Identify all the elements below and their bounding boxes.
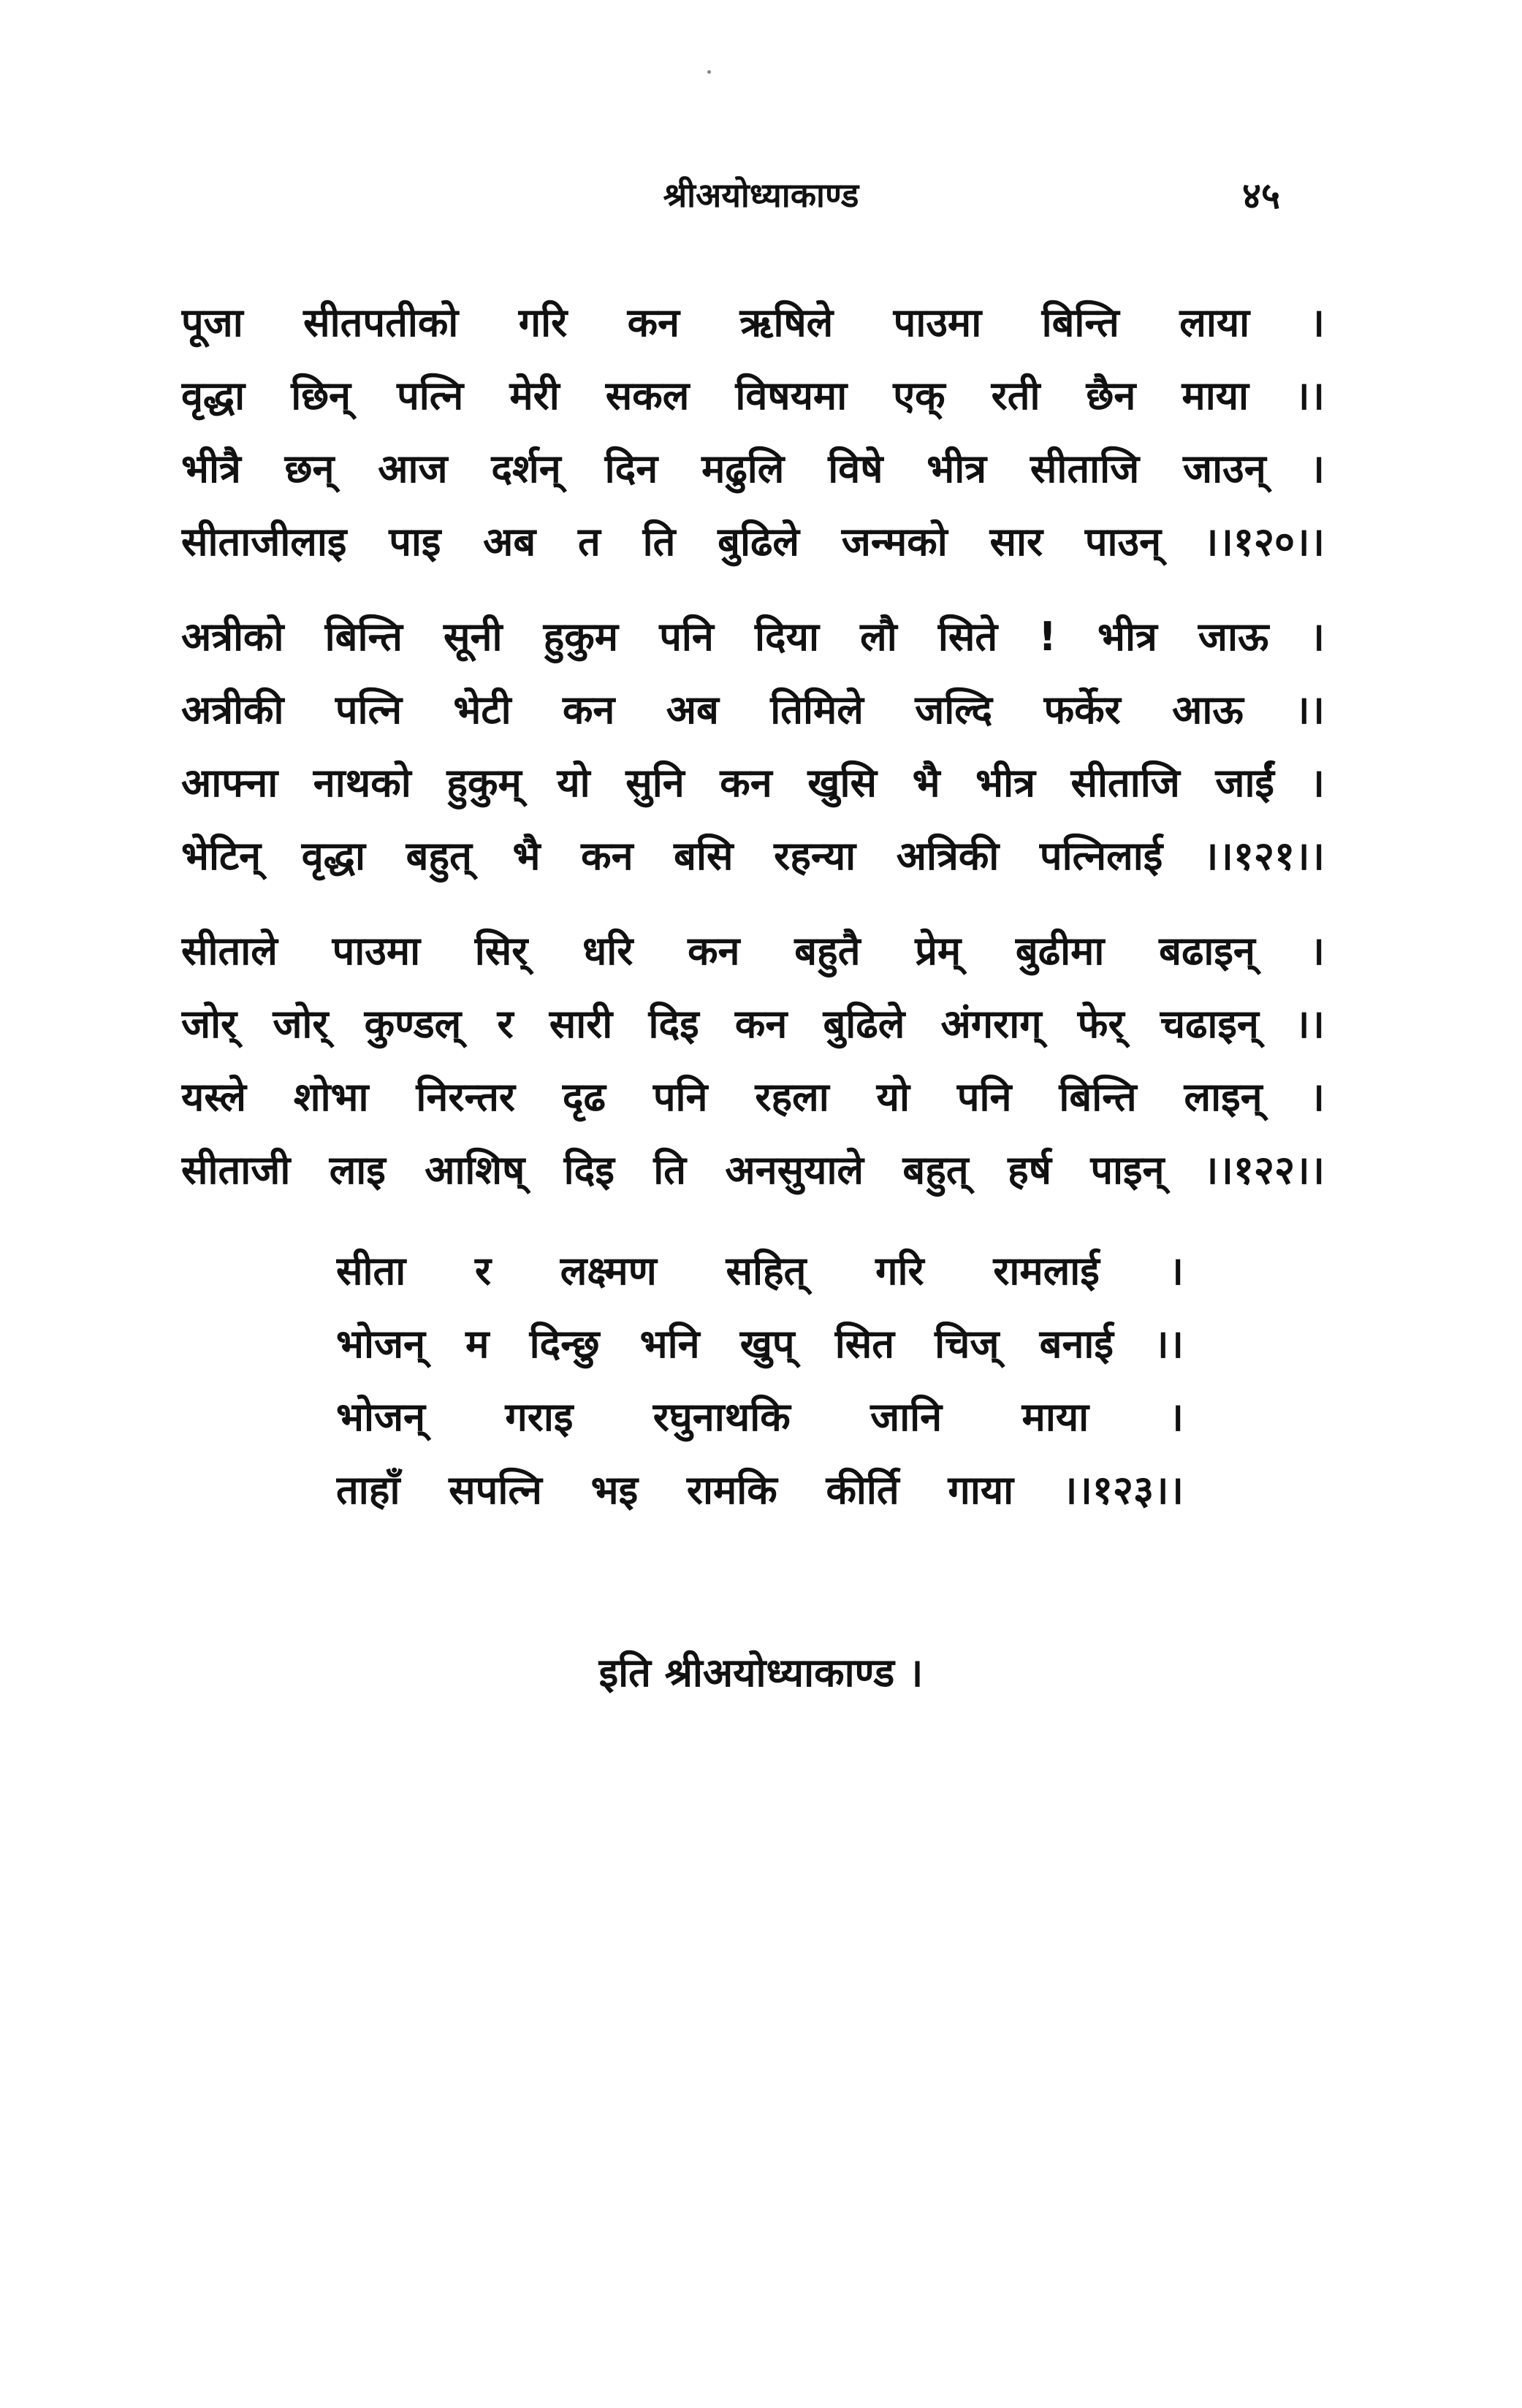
verse-line: जोर् जोर् कुण्डल् र सारी दिइ कन बुढिले अंगराग् फेर् चढाइन् ।।: [181, 1001, 1325, 1047]
verse-line: सीताजी लाइ आशिष् दिइ ति अनसुयाले बहुत् हर्ष पाइन् ।।१२२।।: [181, 1147, 1325, 1193]
verse-line: भेटिन् वृद्धा बहुत् भै कन बसि रहन्या अत्रिकी पत्निलाई ।।१२१।।: [181, 833, 1325, 879]
print-speck: [707, 70, 711, 74]
verse-line: आफ्ना नाथको हुकुम् यो सुनि कन खुसि भै भीत्र सीताजि जाईं ।: [181, 760, 1325, 806]
verse-123: [336, 1235, 1184, 1527]
verse-line: अत्रीको बिन्ति सूनी हुकुम पनि दिया लौ सिते ! भीत्र जाऊ ।: [181, 614, 1325, 660]
verse-120: [181, 286, 1325, 579]
verse-121: [181, 601, 1325, 893]
verse-line: अत्रीकी पत्नि भेटी कन अब तिमिले जल्दि फर्केर आऊ ।।: [181, 687, 1325, 733]
page-number: ४५: [1242, 175, 1280, 217]
verse-line: सीता र लक्ष्मण सहित् गरि रामलाई ।: [336, 1248, 1184, 1294]
verse-line: भीत्रै छन् आज दर्शन् दिन मढुलि विषे भीत्र सीताजि जाउन् ।: [181, 446, 1325, 492]
verse-line: पूजा सीतपतीको गरि कन ऋषिले पाउमा बिन्ति लाया ।: [181, 300, 1325, 346]
verse-line: सीताजीलाइ पाइ अब त ति बुढिले जन्मको सार पाउन् ।।१२०।।: [181, 519, 1325, 565]
verse-line: भोजन् म दिन्छु भनि खुप् सित चिज् बनाई ।।: [336, 1321, 1184, 1367]
verse-line: भोजन् गराइ रघुनाथकि जानि माया ।: [336, 1394, 1184, 1440]
colophon: इति श्रीअयोध्याकाण्ड ।: [598, 1650, 924, 1696]
verse-line: ताहाँ सपत्नि भइ रामकि कीर्ति गाया ।।१२३।।: [336, 1467, 1184, 1513]
verse-line: सीताले पाउमा सिर् धरि कन बहुतै प्रेम् बुढीमा बढाइन् ।: [181, 928, 1325, 974]
running-title: श्रीअयोध्याकाण्ड: [663, 175, 859, 215]
verse-line: यस्ले शोभा निरन्तर दृढ पनि रहला यो पनि बिन्ति लाइन् ।: [181, 1074, 1325, 1120]
verse-line: वृद्धा छिन् पत्नि मेरी सकल विषयमा एक् रती छैन माया ।।: [181, 373, 1325, 419]
verse-122: [181, 915, 1325, 1207]
